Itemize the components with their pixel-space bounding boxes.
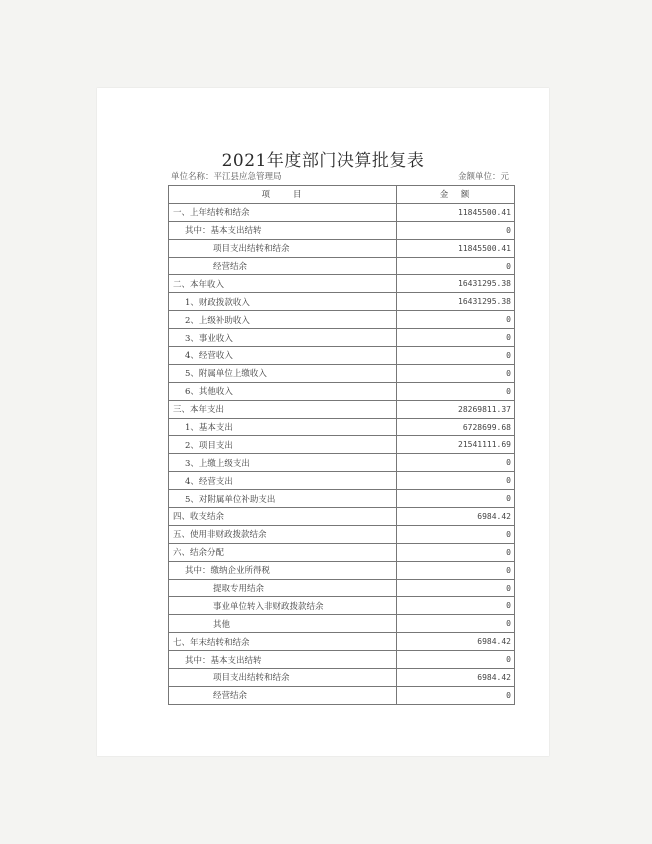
- table-row: [169, 275, 515, 293]
- row-label: 一、上年结转和结余: [169, 203, 397, 221]
- row-value: 0: [397, 347, 515, 365]
- table-row: [169, 239, 515, 257]
- row-value: 0: [397, 615, 515, 633]
- row-label: 3、事业收入: [169, 329, 397, 347]
- row-label: 六、结余分配: [169, 543, 397, 561]
- row-value: 0: [397, 454, 515, 472]
- table-row: [169, 311, 515, 329]
- table-row: [169, 436, 515, 454]
- row-label: 5、对附属单位补助支出: [169, 490, 397, 508]
- table-row: [169, 257, 515, 275]
- row-value: 11845500.41: [397, 239, 515, 257]
- table-row: [169, 686, 515, 704]
- row-label: 四、收支结余: [169, 508, 397, 526]
- row-value: 0: [397, 221, 515, 239]
- page-title: 2021年度部门决算批复表: [221, 151, 425, 171]
- row-label: 3、上缴上级支出: [169, 454, 397, 472]
- row-value: 0: [397, 651, 515, 669]
- row-value: 28269811.37: [397, 400, 515, 418]
- row-value: 0: [397, 382, 515, 400]
- table-row: [169, 615, 515, 633]
- header-amount: 金 额: [397, 186, 515, 204]
- row-label: 项目支出结转和结余: [169, 239, 397, 257]
- table-row: [169, 221, 515, 239]
- table-row: [169, 400, 515, 418]
- row-label: 2、上级补助收入: [169, 311, 397, 329]
- table-row: [169, 561, 515, 579]
- row-value: 6984.42: [397, 508, 515, 526]
- row-value: 6984.42: [397, 633, 515, 651]
- table-row: [169, 347, 515, 365]
- row-value: 6984.42: [397, 669, 515, 687]
- row-label: 二、本年收入: [169, 275, 397, 293]
- table-row: [169, 579, 515, 597]
- table-row: [169, 329, 515, 347]
- row-label: 4、经营支出: [169, 472, 397, 490]
- table-row: [169, 597, 515, 615]
- document-page: [97, 88, 549, 756]
- row-value: 11845500.41: [397, 203, 515, 221]
- row-value: 0: [397, 561, 515, 579]
- row-value: 21541111.69: [397, 436, 515, 454]
- row-label: 1、基本支出: [169, 418, 397, 436]
- row-label: 2、项目支出: [169, 436, 397, 454]
- row-label: 七、年末结转和结余: [169, 633, 397, 651]
- row-value: 16431295.38: [397, 275, 515, 293]
- table-row: [169, 651, 515, 669]
- header-item: 项 目: [169, 186, 397, 204]
- row-label: 1、财政拨款收入: [169, 293, 397, 311]
- row-value: 6728699.68: [397, 418, 515, 436]
- row-label: 6、其他收入: [169, 382, 397, 400]
- table-row: [169, 472, 515, 490]
- row-label: 其中：基本支出结转: [169, 221, 397, 239]
- table-row: [169, 669, 515, 687]
- table-row: [169, 525, 515, 543]
- row-label: 五、使用非财政拨款结余: [169, 525, 397, 543]
- table-row: [169, 490, 515, 508]
- row-value: 0: [397, 472, 515, 490]
- row-label: 项目支出结转和结余: [169, 669, 397, 687]
- row-label: 经营结余: [169, 686, 397, 704]
- unit-name: 单位名称：平江县应急管理局: [171, 172, 282, 182]
- table-row: [169, 418, 515, 436]
- row-label: 三、本年支出: [169, 400, 397, 418]
- row-value: 0: [397, 686, 515, 704]
- table-header-row: [169, 186, 515, 204]
- row-label: 其中：基本支出结转: [169, 651, 397, 669]
- row-value: 16431295.38: [397, 293, 515, 311]
- table-row: [169, 508, 515, 526]
- table-row: [169, 454, 515, 472]
- row-label: 经营结余: [169, 257, 397, 275]
- row-label: 事业单位转入非财政拨款结余: [169, 597, 397, 615]
- table-row: [169, 543, 515, 561]
- table-row: [169, 633, 515, 651]
- row-value: 0: [397, 257, 515, 275]
- row-value: 0: [397, 364, 515, 382]
- row-value: 0: [397, 597, 515, 615]
- row-value: 0: [397, 311, 515, 329]
- row-value: 0: [397, 543, 515, 561]
- row-label: 提取专用结余: [169, 579, 397, 597]
- table-row: [169, 364, 515, 382]
- table-row: [169, 293, 515, 311]
- row-label: 5、附属单位上缴收入: [169, 364, 397, 382]
- table-row: [169, 382, 515, 400]
- budget-table: [168, 185, 515, 705]
- amount-unit: 金额单位：元: [457, 172, 509, 182]
- row-value: 0: [397, 525, 515, 543]
- row-label: 其他: [169, 615, 397, 633]
- row-label: 其中：缴纳企业所得税: [169, 561, 397, 579]
- row-value: 0: [397, 329, 515, 347]
- row-value: 0: [397, 579, 515, 597]
- table-row: [169, 203, 515, 221]
- row-value: 0: [397, 490, 515, 508]
- row-label: 4、经营收入: [169, 347, 397, 365]
